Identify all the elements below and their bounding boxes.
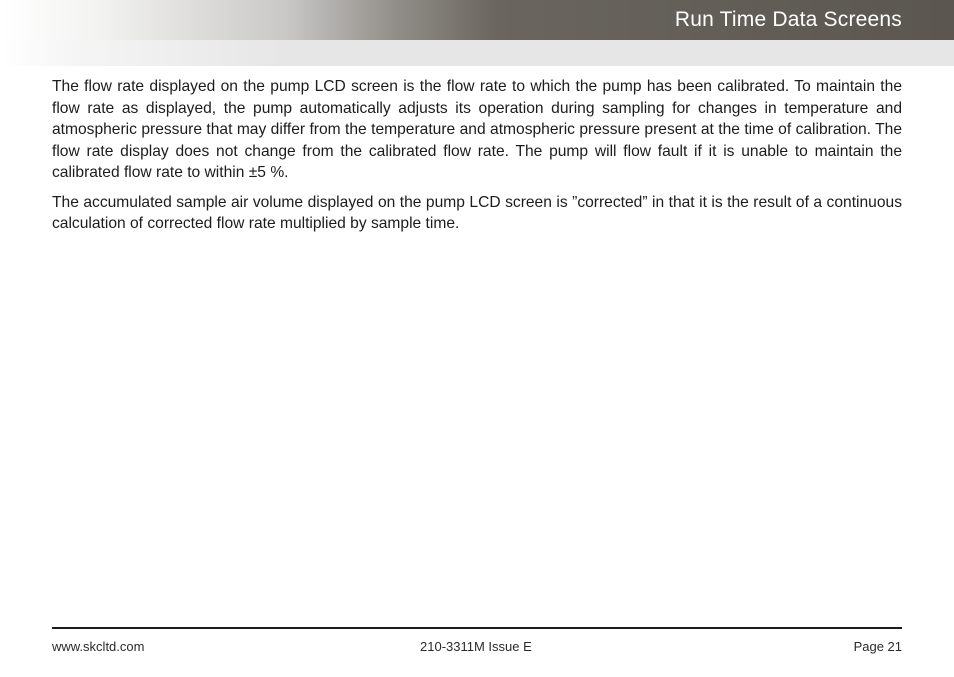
footer-website: www.skcltd.com (52, 639, 145, 654)
page-title: Run Time Data Screens (674, 8, 902, 31)
footer-divider (52, 627, 902, 629)
footer-document-id: 210-3311M Issue E (420, 639, 532, 654)
header-strip-fade (0, 40, 954, 66)
paragraph-flow-rate: The flow rate displayed on the pump LCD screen is the flow rate to which the pump has been calibrated. To maintain the flow rate as displayed, the pump automatically adjusts its operation during sampling for changes in temperature and atmospheric pressure that may differ from the temperature and atmospheric pressure present at the time of calibration. The flow rate display does not change from the calibrated flow rate. The pump will flow fault if it is unable to maintain the calibrated flow rate to within ±5 %. (52, 78, 902, 181)
footer-page-number: Page 21 (853, 639, 902, 654)
body-text (52, 76, 902, 243)
paragraph-sample-volume: The accumulated sample air volume displayed on the pump LCD screen is ”corrected” in that it is the result of a continuous calculation of corrected flow rate multiplied by sample time. (52, 193, 902, 232)
